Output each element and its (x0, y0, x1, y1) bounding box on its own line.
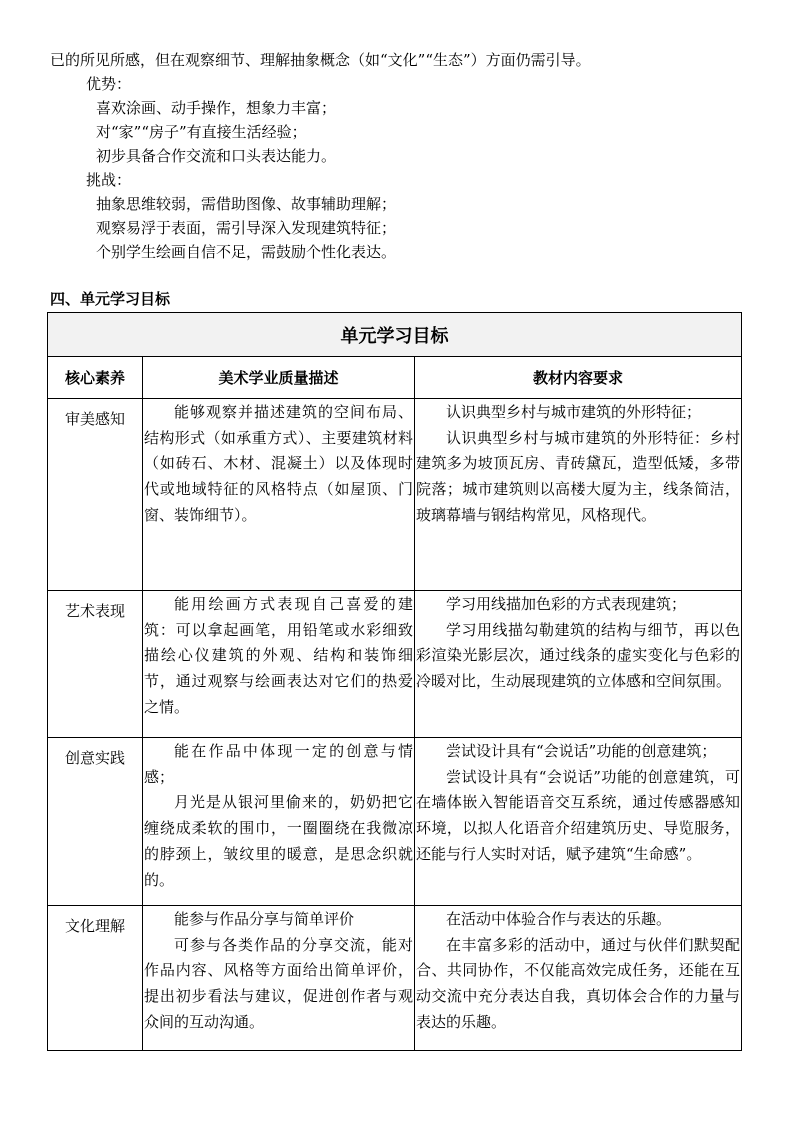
table-row (48, 399, 742, 591)
intro-line: 已的所见所感，但在观察细节、理解抽象概念（如“文化”“生态”）方面仍需引导。 (50, 51, 591, 69)
strength-item: 喜欢涂画、动手操作，想象力丰富； (96, 99, 337, 117)
paragraph: 在活动中体验合作与表达的乐趣。 (446, 910, 672, 928)
core-literacy-cell: 艺术表现 (48, 591, 143, 738)
paragraph: 学习用线描勾勒建筑的结构与细节，再以色彩渲染光影层次，通过线条的虚实变化与色彩的冷暖对比，生动展现建筑的立体感和空间氛围。 (416, 620, 741, 691)
strength-item: 对“家”“房子”有直接生活经验； (96, 123, 307, 141)
header-quality-description: 美术学业质量描述 (143, 357, 415, 399)
content-requirement-cell (415, 738, 742, 906)
strength-item: 初步具备合作交流和口头表达能力。 (96, 147, 337, 165)
table-row (48, 591, 742, 738)
header-content-requirement: 教材内容要求 (415, 357, 742, 399)
paragraph: 可参与各类作品的分享交流，能对作品内容、风格等方面给出简单评价，提出初步看法与建议，促进创作者与观众间的互动沟通。 (144, 935, 413, 1031)
challenges-label: 挑战： (86, 171, 132, 189)
paragraph: 能参与作品分享与简单评价 (174, 910, 355, 928)
learning-goals-table (47, 312, 742, 1051)
content-requirement-cell (415, 906, 742, 1051)
quality-description-cell (143, 591, 415, 738)
paragraph: 尝试设计具有“会说话”功能的创意建筑，可在墙体嵌入智能语音交互系统，通过传感器感知环境，以拟人化语音介绍建筑历史、导览服务，还能与行人实时对话，赋予建筑“生命感”。 (416, 767, 741, 863)
paragraph: 学习用线描加色彩的方式表现建筑； (446, 595, 687, 613)
core-literacy-cell: 审美感知 (48, 399, 143, 591)
challenge-item: 个别学生绘画自信不足，需鼓励个性化表达。 (96, 243, 397, 261)
quality-description-cell (143, 399, 415, 591)
paragraph: 尝试设计具有“会说话”功能的创意建筑； (446, 742, 717, 760)
table-row (48, 906, 742, 1051)
quality-description-cell (143, 906, 415, 1051)
table-caption: 单元学习目标 (48, 313, 742, 357)
content-requirement-cell (415, 399, 742, 591)
challenge-item: 抽象思维较弱，需借助图像、故事辅助理解； (96, 195, 397, 213)
quality-description-cell (143, 738, 415, 906)
paragraph: 在丰富多彩的活动中，通过与伙伴们默契配合、共同协作，不仅能高效完成任务，还能在互动交流中充分表达自我，真切体会合作的力量与表达的乐趣。 (416, 935, 741, 1031)
content-requirement-cell (415, 591, 742, 738)
header-core-literacy: 核心素养 (48, 357, 143, 399)
paragraph: 能够观察并描述建筑的空间布局、结构形式（如承重方式）、主要建筑材料（如砖石、木材、混凝土）以及体现时代或地域特征的风格特点（如屋顶、门窗、装饰细节）。 (144, 403, 413, 524)
paragraph: 能在作品中体现一定的创意与情感； (144, 742, 413, 786)
strengths-label: 优势： (86, 75, 132, 93)
section-heading: 四、单元学习目标 (50, 290, 171, 308)
core-literacy-cell: 文化理解 (48, 906, 143, 1051)
paragraph: 能用绘画方式表现自己喜爱的建筑：可以拿起画笔，用铅笔或水彩细致描绘心仪建筑的外观、结构和装饰细节，通过观察与绘画表达对它们的热爱之情。 (144, 595, 413, 716)
paragraph: 认识典型乡村与城市建筑的外形特征：乡村建筑多为坡顶瓦房、青砖黛瓦，造型低矮，多带院落；城市建筑则以高楼大厦为主，线条简洁，玻璃幕墙与钢结构常见，风格现代。 (416, 428, 741, 524)
core-literacy-cell: 创意实践 (48, 738, 143, 906)
paragraph: 认识典型乡村与城市建筑的外形特征； (446, 403, 702, 421)
table-row (48, 738, 742, 906)
paragraph: 月光是从银河里偷来的，奶奶把它缠绕成柔软的围巾，一圈圈绕在我微凉的脖颈上，皱纹里的暖意，是思念织就的。 (144, 793, 413, 889)
challenge-item: 观察易浮于表面，需引导深入发现建筑特征； (96, 219, 397, 237)
